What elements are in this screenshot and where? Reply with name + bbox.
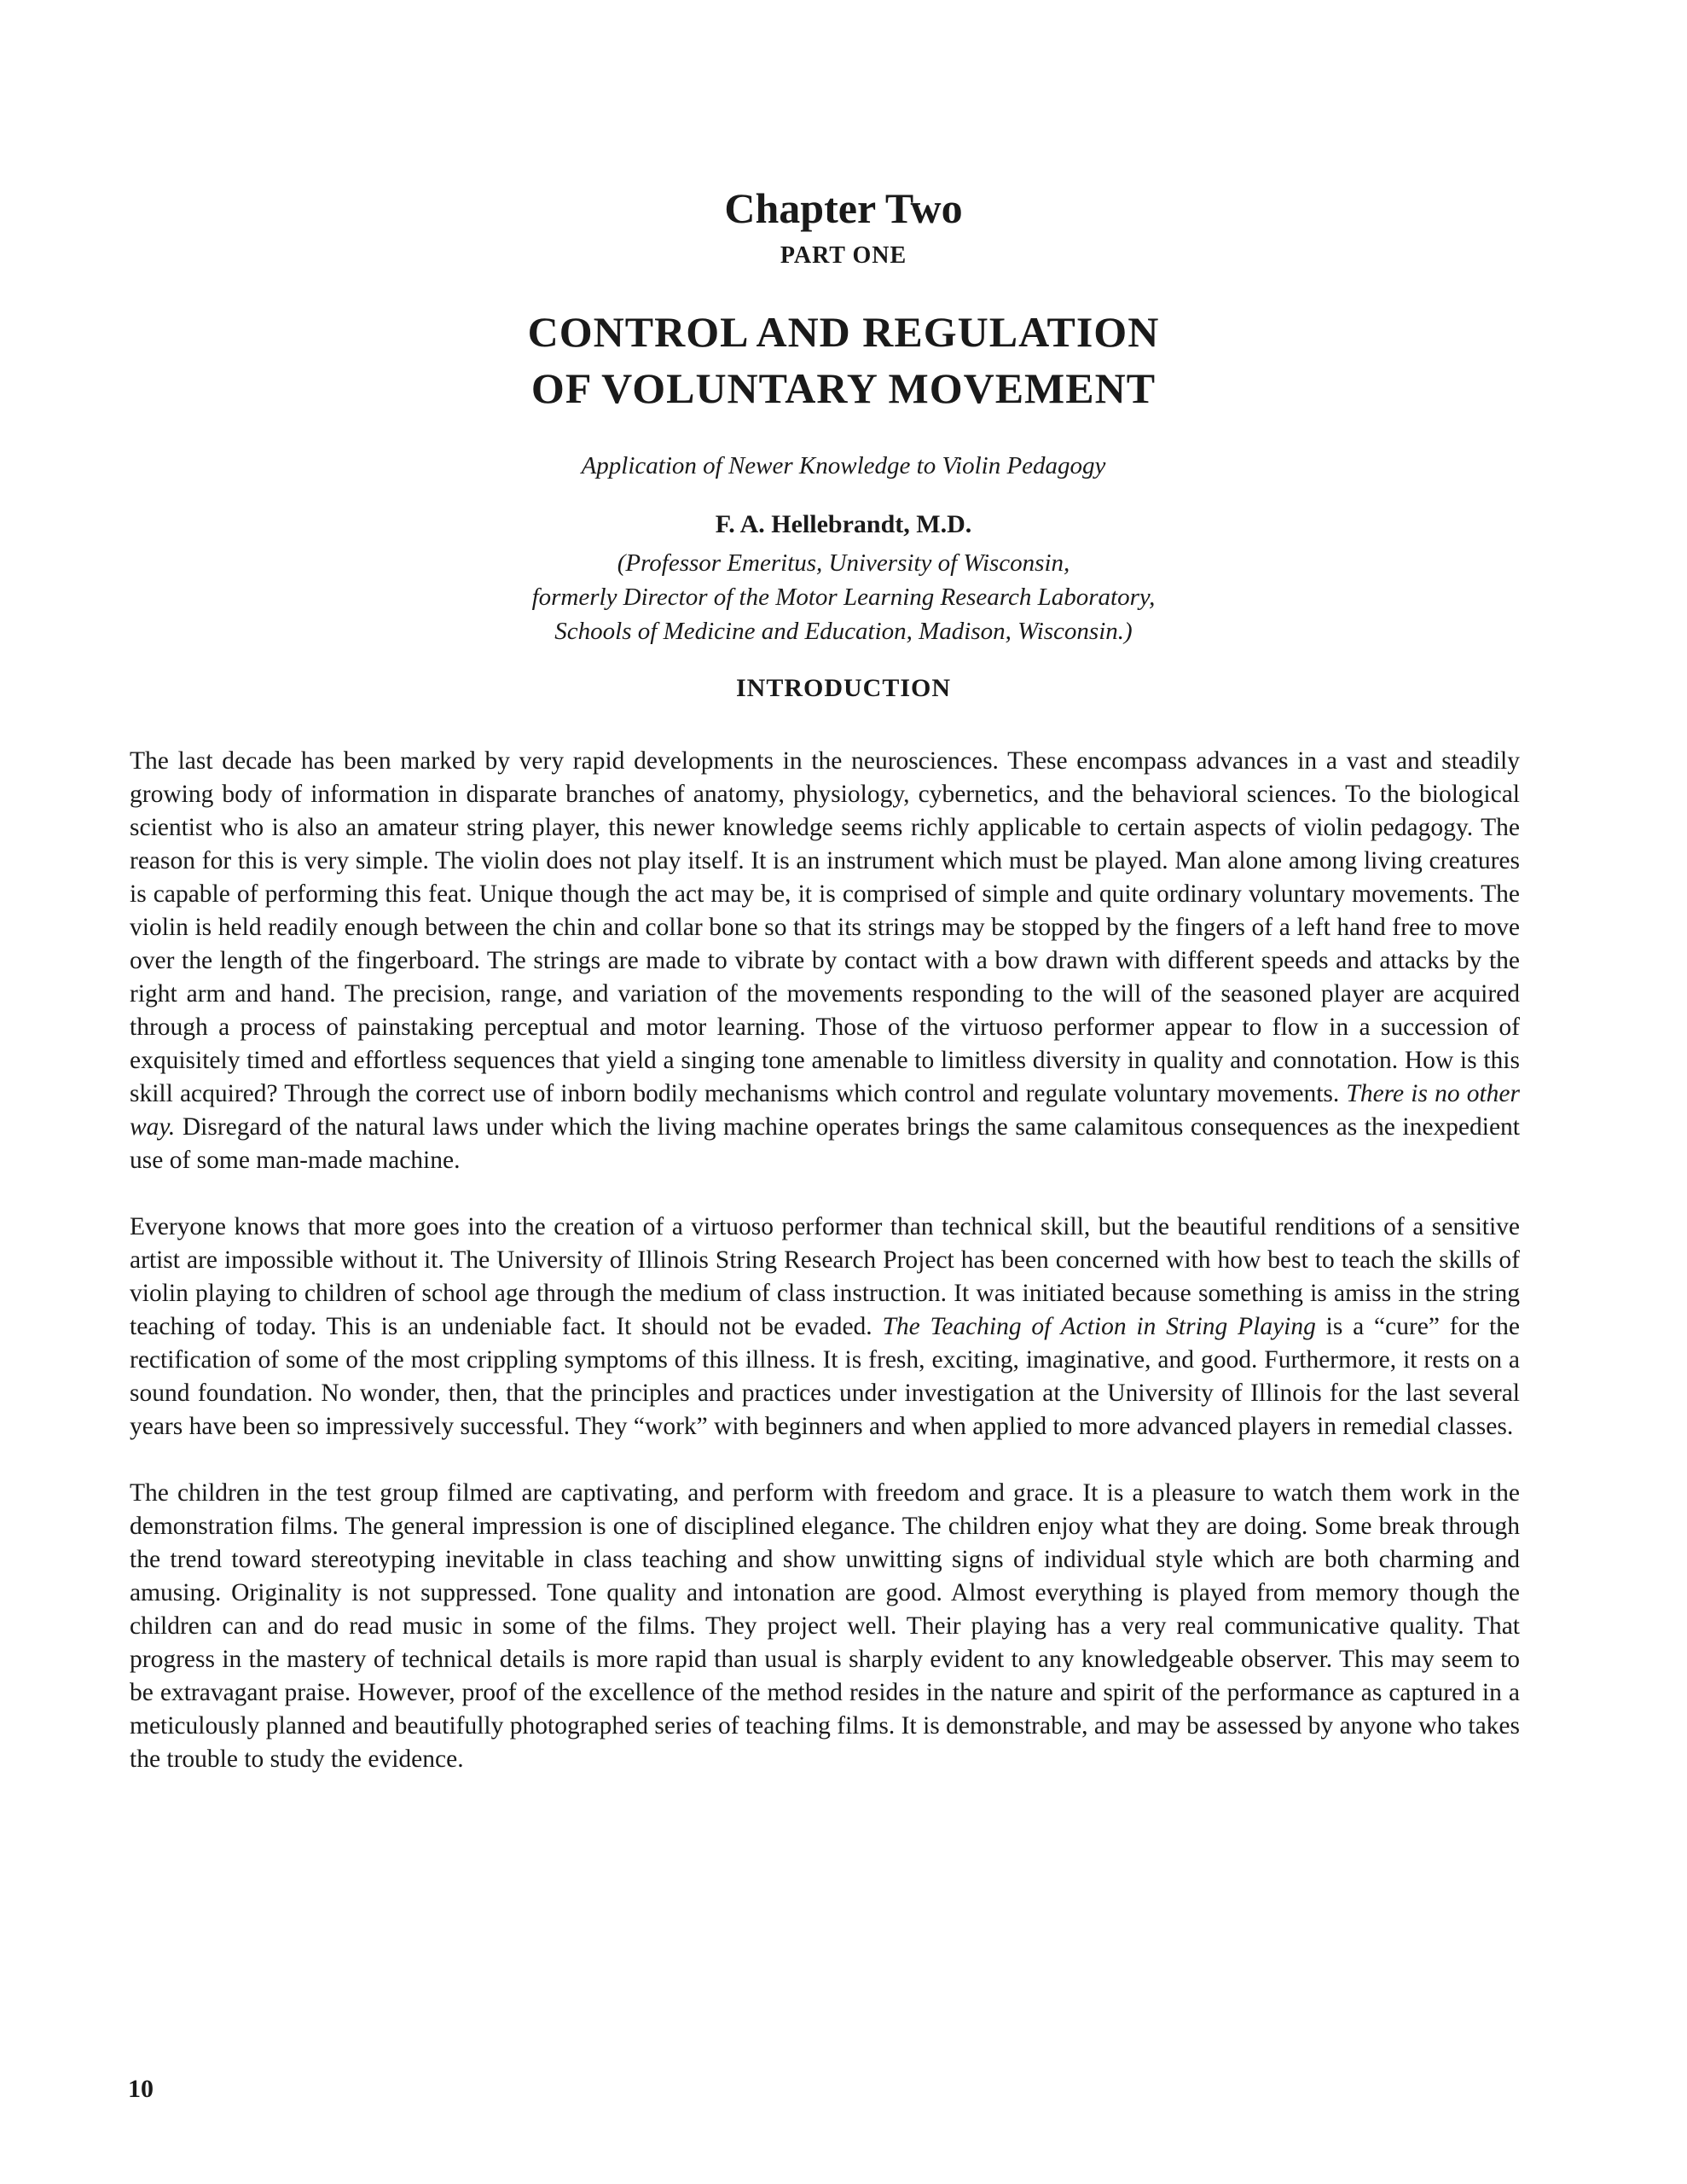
paragraph-2-text-a: Everyone knows that more goes into the creation of a virtuoso performer than technical skill, but the beautiful renditions of a sensitive artist are impossible without it. The University of Illinois String Research Project has been concerned with how best to teach the skills of violin playing to children of school age through the medium of class instruction. It was initiated because something is amiss in the string teaching of today. This is an undeniable fact. It should not be evaded. [130, 1213, 1520, 1340]
paragraph-3: The children in the test group filmed are captivating, and perform with freedom and grace. It is a pleasure to watch them work in the demonstration films. The general impression is one of disciplined elegance. The children enjoy what they are doing. Some break through the trend toward stereotyping inevitable in class teaching and show unwitting signs of individual style which are both charming and amusing. Originality is not suppressed. Tone quality and intonation are good. Almost everything is played from memory though the children can and do read music in some of the films. They project well. Their playing has a very real communicative quality. That progress in the mastery of technical details is more rapid than usual is sharply evident to any knowledgeable observer. This may seem to be extravagant praise. However, proof of the excellence of the method resides in the nature and spirit of the performance as captured in a meticulously planned and beautifully photographed series of teaching films. It is demonstrable, and may be assessed by anyone who takes the trouble to study the evidence. [130, 1479, 1520, 1773]
paragraph-2-text-b: is a “cure” for the rectification of some of the most crippling symptoms of this illness. It is fresh, exciting, imaginative, and good. Furthermore, it rests on a sound foundation. No wonder, then, that the principles and practices under investigation at the University of Illinois for the last several years have been so impressively successful. They “work” with beginners and when applied to more advanced players in remedial classes. [130, 1313, 1521, 1440]
page-number: 10 [128, 2075, 154, 2103]
author-name: F. A. Hellebrandt, M.D. [715, 510, 972, 538]
paragraph-1-text-b: Disregard of the natural laws under which the living machine operates brings the same calamitous consequences as the inexpedient use of some man-made machine. [130, 1113, 1521, 1174]
part-label: PART ONE [780, 242, 907, 269]
article-subtitle: Application of Newer Knowledge to Violin Pedagogy [581, 452, 1106, 479]
paragraph-1-text-a: The last decade has been marked by very rapid developments in the neurosciences. These encompass advances in a vast and steadily growing body of information in disparate branches of anatomy, physiology, cybernetics, and the behavioral sciences. To the biological scientist who is also an amateur string player, this newer knowledge seems richly applicable to certain aspects of violin pedagogy. The reason for this is very simple. The violin does not play itself. It is an instrument which must be played. Man alone among living creatures is capable of performing this feat. Unique though the act may be, it is comprised of simple and quite ordinary voluntary movements. The violin is held readily enough between the chin and collar bone so that its strings may be stopped by the fingers of a left hand free to move over the length of the fingerboard. The strings are made to vibrate by contact with a bow drawn with different speeds and attacks by the right arm and hand. The precision, range, and variation of the movements responding to the will of the seasoned player are acquired through a process of painstaking perceptual and motor learning. Those of the virtuoso performer appear to flow in a succession of exquisitely timed and effortless sequences that yield a singing tone amenable to limitless diversity in quality and connotation. How is this skill acquired? Through the correct use of inborn bodily mechanisms which control and regulate voluntary movements. [130, 747, 1520, 1107]
article-title [0, 304, 1687, 416]
article-title-line-1: CONTROL AND REGULATION [527, 308, 1160, 356]
paragraph-2 [130, 1211, 1520, 1443]
paragraph-1-emphasis: There is no other way. [130, 1080, 1520, 1141]
body-text [130, 745, 1520, 1809]
section-heading: INTRODUCTION [735, 674, 952, 702]
paragraph-1 [130, 745, 1520, 1177]
paragraph-2-book-title: The Teaching of Action in String Playing [882, 1313, 1316, 1340]
affiliation-line-1: (Professor Emeritus, University of Wisconsin, [617, 549, 1070, 577]
author-affiliation [0, 546, 1687, 648]
chapter-title: Chapter Two [724, 184, 963, 232]
affiliation-line-2: formerly Director of the Motor Learning Research Laboratory, [531, 584, 1156, 611]
affiliation-line-3: Schools of Medicine and Education, Madison, Wisconsin.) [554, 618, 1133, 645]
article-title-line-2: OF VOLUNTARY MOVEMENT [530, 364, 1157, 412]
